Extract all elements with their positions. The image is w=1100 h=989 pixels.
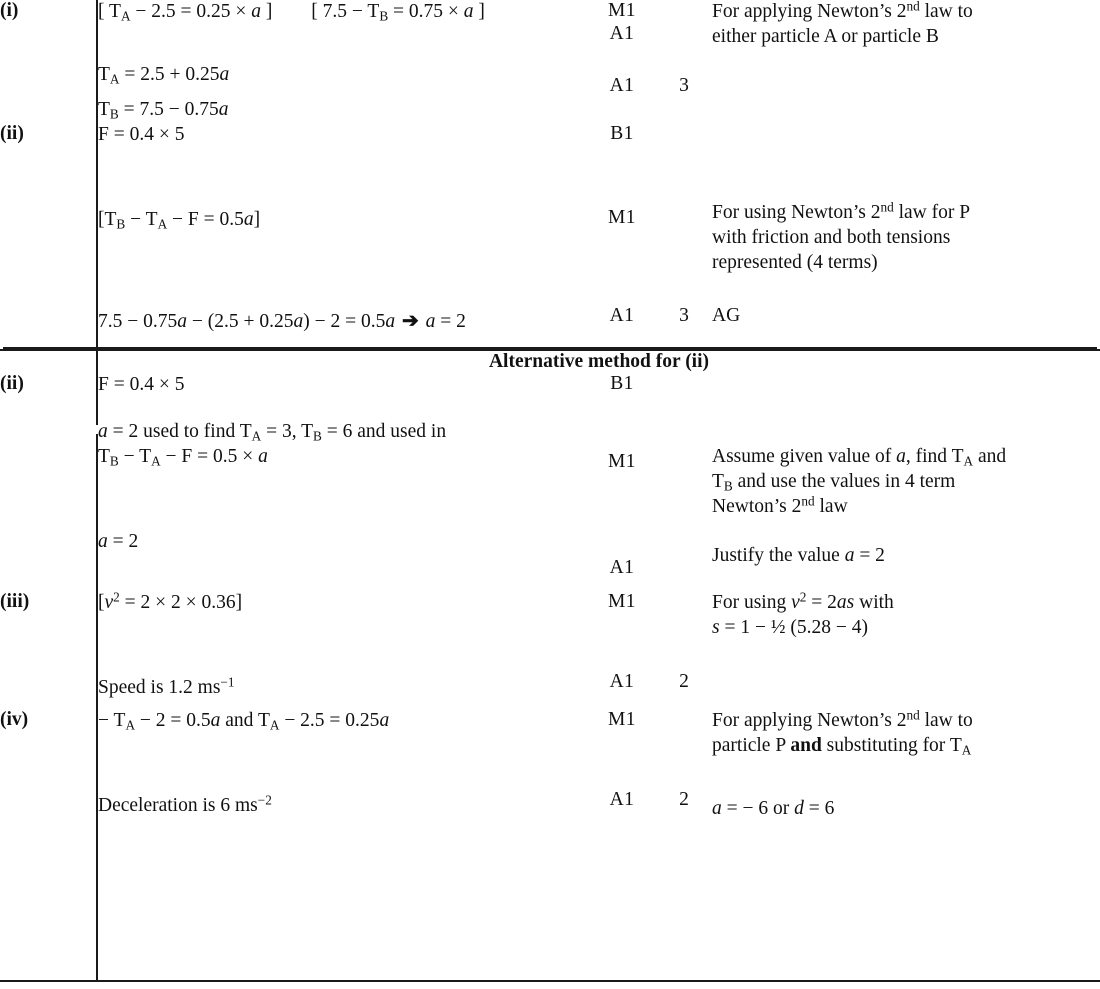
subscript: A [963, 453, 974, 469]
italic-var: as [836, 591, 855, 613]
answer-line-iii-2 [98, 676, 588, 701]
spacer [98, 772, 588, 794]
subscript: B [379, 8, 389, 24]
total-value: 3 [679, 304, 689, 326]
mark-code: A1 [609, 22, 635, 44]
answer-text: = 0.75 × [388, 1, 464, 22]
answer-line-ii-2 [98, 208, 588, 233]
total-cell [656, 557, 712, 591]
mark-cell [588, 75, 656, 123]
part-label: (ii) [0, 372, 24, 394]
subscript: B [116, 216, 126, 232]
table-row [0, 709, 1100, 789]
mark-code: B1 [610, 122, 634, 144]
italic-var: a [712, 797, 722, 819]
spacer [712, 373, 1100, 445]
answer-text: ] [261, 1, 273, 22]
guidance-text: = 1 − ½ (5.28 − 4) [719, 616, 868, 638]
superscript: −1 [220, 674, 235, 690]
guidance-text: Assume given value of [712, 445, 897, 467]
answer-text: − F = 0.5 [167, 208, 244, 230]
guidance-text: law to [919, 709, 973, 731]
mark-code: A1 [609, 304, 635, 326]
superscript: nd [906, 707, 920, 723]
mark-scheme-table-main [0, 0, 1100, 343]
mark-cell [588, 789, 656, 829]
mark-code: A1 [609, 74, 635, 96]
superscript: −2 [257, 792, 272, 808]
answer-line-alt-4 [98, 530, 588, 555]
part-label: (iv) [0, 708, 29, 730]
answer-line-iv-1 [98, 709, 588, 734]
subscript: A [151, 453, 161, 469]
mark-cell [588, 0, 656, 23]
answer-line-alt-2 [98, 420, 588, 445]
part-label-cell-iii [0, 591, 98, 709]
guidance-text: law for P [893, 201, 971, 223]
mark-cell [588, 591, 656, 671]
spacer [98, 654, 588, 676]
right-arrow-icon: ➔ [402, 309, 419, 332]
answer-text: T [98, 445, 110, 467]
italic-var: a [844, 544, 855, 566]
guidance-text: , find T [905, 445, 964, 467]
guidance-line-2 [712, 470, 1100, 495]
answer-line-iii-1 [98, 591, 588, 616]
total-cell [656, 305, 712, 343]
italic-var: a [379, 709, 390, 731]
guidance-line-4 [712, 544, 1100, 569]
spacer [712, 276, 1100, 304]
answer-cell-alt-ii [98, 373, 588, 591]
part-label: (i) [0, 0, 19, 21]
answer-text: ] [473, 1, 485, 22]
subscript: A [961, 742, 972, 758]
vertical-rule-part-alt [96, 434, 98, 980]
mark-cell [588, 451, 656, 557]
guidance-text: For applying Newton’s 2 [712, 709, 907, 731]
total-cell [656, 123, 712, 207]
answer-line-i-1 [98, 0, 588, 25]
guidance-text: with [854, 591, 894, 613]
guidance-text: = 6 [803, 797, 835, 819]
mark-cell [588, 305, 656, 343]
spacer [98, 233, 588, 271]
answer-text: = 6 and used in [321, 420, 447, 442]
part-label-cell-i [0, 0, 98, 123]
table-row [0, 591, 1100, 671]
total-cell [656, 207, 712, 305]
total-value: 2 [679, 788, 689, 810]
spacer [98, 148, 588, 186]
part-label: (iii) [0, 590, 30, 612]
table-row [0, 0, 1100, 23]
superscript: nd [906, 0, 920, 14]
mark-code: M1 [608, 206, 636, 228]
mark-cell [588, 123, 656, 207]
guidance-cell-i [712, 0, 1100, 123]
guidance-line-2: with friction and both tensions [712, 226, 951, 248]
guidance-cell-iii [712, 591, 1100, 709]
guidance-line-ag: AG [712, 304, 741, 326]
guidance-line-3 [712, 495, 1100, 520]
guidance-text: and use the values in 4 term [732, 470, 956, 492]
guidance-cell-ii [712, 123, 1100, 343]
guidance-text: For using Newton’s 2 [712, 201, 881, 223]
guidance-text: = 2 [854, 544, 885, 566]
italic-var: a [98, 530, 108, 552]
answer-line-alt-1: F = 0.4 × 5 [98, 373, 185, 395]
superscript: 2 [113, 589, 120, 605]
guidance-line-1 [712, 0, 1100, 25]
guidance-line-2 [712, 734, 1100, 759]
answer-line-i-3 [98, 98, 588, 123]
italic-var: a [896, 445, 906, 467]
italic-var: a [98, 420, 108, 442]
guidance-line-3 [712, 797, 1100, 822]
vertical-rule-part-main [96, 0, 98, 425]
guidance-text: law [814, 495, 848, 517]
subscript: B [723, 478, 733, 494]
guidance-text: T [712, 470, 724, 492]
subscript: A [157, 216, 168, 232]
guidance-text: For applying Newton’s 2 [712, 1, 907, 22]
part-label: (ii) [0, 122, 24, 144]
answer-text: and T [220, 709, 270, 731]
spacer [98, 398, 588, 420]
italic-var: a [258, 445, 268, 467]
italic-var: a [293, 310, 304, 332]
part-label-cell-empty [0, 350, 98, 373]
guidance-line-3: represented (4 terms) [712, 251, 878, 273]
answer-text: [ 7.5 − T [311, 1, 380, 22]
guidance-text: substituting for T [821, 734, 962, 756]
italic-var: a [463, 1, 474, 22]
answer-text: [T [98, 208, 117, 230]
answer-text: T [98, 63, 110, 85]
answer-cell-i [98, 0, 588, 123]
answer-cell-iii [98, 591, 588, 709]
mark-code: A1 [609, 788, 635, 810]
spacer [98, 508, 588, 530]
total-cell [656, 0, 712, 23]
answer-text: − T [125, 208, 158, 230]
guidance-cell-alt-ii [712, 373, 1100, 591]
spacer [98, 271, 588, 309]
italic-var: a [210, 709, 221, 731]
italic-var: a [425, 310, 436, 332]
guidance-line-1 [712, 709, 1100, 734]
italic-var: a [251, 1, 262, 22]
mark-code: B1 [610, 372, 634, 394]
mark-cell [588, 207, 656, 305]
mark-cell [588, 671, 656, 709]
table-row [0, 350, 1100, 373]
italic-var: a [219, 63, 230, 85]
spacer [98, 470, 588, 508]
subscript: B [313, 428, 322, 444]
guidance-line-1 [712, 201, 1100, 226]
answer-cell-iv [98, 709, 588, 829]
table-bottom-rule [0, 980, 1100, 982]
guidance-cell-iv [712, 709, 1100, 829]
answer-text: ] [253, 208, 261, 230]
spacer [98, 734, 588, 772]
answer-text: Deceleration is 6 ms [98, 794, 258, 816]
guidance-text: Newton’s 2 [712, 495, 802, 517]
subscript: B [109, 453, 119, 469]
answer-text: ) − 2 = 0.5 [303, 310, 386, 332]
italic-var: a [385, 310, 396, 332]
spacer [98, 25, 588, 63]
mark-code: M1 [608, 0, 636, 21]
answer-line-ii-3 [98, 309, 588, 335]
subscript: B [109, 106, 119, 122]
total-cell [656, 709, 712, 789]
answer-text: = 3, T [261, 420, 314, 442]
mark-cell [588, 557, 656, 591]
italic-var: a [218, 98, 229, 120]
answer-line-i-2 [98, 63, 588, 88]
subscript: A [120, 8, 131, 24]
guidance-text: and [973, 445, 1007, 467]
superscript: nd [880, 199, 894, 215]
mark-code: M1 [608, 708, 636, 730]
mark-scheme-table-alternative [0, 373, 1100, 829]
answer-text: 7.5 − 0.75 [98, 310, 178, 332]
answer-text: − 2.5 = 0.25 × [130, 1, 252, 22]
table-row [0, 373, 1100, 451]
mark-cell [588, 709, 656, 789]
answer-cell-ii [98, 123, 588, 343]
mark-cell [588, 373, 656, 451]
guidance-text: = 2 [806, 591, 837, 613]
total-cell [656, 75, 712, 123]
guidance-text: Justify the value [712, 544, 845, 566]
answer-text: − F = 0.5 × [160, 445, 259, 467]
italic-var: v [104, 591, 114, 613]
subscript: A [109, 71, 120, 87]
answer-text: − T [98, 709, 126, 731]
mark-code: A1 [609, 670, 635, 692]
mark-cell [588, 23, 656, 75]
answer-text: Speed is 1.2 ms [98, 676, 221, 698]
alternative-method-banner-table [0, 349, 1100, 373]
guidance-text: law to [919, 1, 973, 22]
spacer [712, 759, 1100, 797]
mark-code: M1 [608, 590, 636, 612]
total-cell [656, 23, 712, 75]
answer-text: = 2 × 2 × 0.36] [119, 591, 243, 613]
part-label-cell-iv [0, 709, 98, 829]
total-cell [656, 373, 712, 451]
answer-text: T [98, 98, 110, 120]
table-row [0, 123, 1100, 207]
answer-line-alt-3 [98, 445, 588, 470]
answer-text: = 2 used to find T [107, 420, 252, 442]
subscript: A [251, 428, 262, 444]
superscript: nd [801, 493, 815, 509]
answer-text: − 2.5 = 0.25 [279, 709, 380, 731]
emphasis-and: and [790, 734, 822, 756]
total-cell [656, 591, 712, 671]
total-cell [656, 789, 712, 829]
guidance-text: particle P [712, 734, 791, 756]
italic-var: a [177, 310, 187, 332]
italic-var: v [791, 591, 800, 613]
spacer [98, 616, 588, 654]
answer-text: = 2.5 + 0.25 [119, 63, 220, 85]
guidance-text: = − 6 or [721, 797, 795, 819]
mark-code: A1 [609, 556, 635, 578]
guidance-line-1 [712, 445, 1100, 470]
subscript: A [125, 717, 136, 733]
answer-line-iv-2 [98, 794, 588, 819]
answer-text: [ [98, 591, 105, 613]
spacer [712, 520, 1100, 544]
part-label-cell-alt-ii [0, 373, 98, 591]
alternative-method-banner: Alternative method for (ii) [488, 350, 710, 372]
answer-text: = 2 [107, 530, 139, 552]
italic-var: d [794, 797, 804, 819]
guidance-line-1 [712, 591, 1100, 616]
guidance-line-2: either particle A or particle B [712, 25, 939, 47]
answer-line-ii-1: F = 0.4 × 5 [98, 123, 185, 145]
total-value: 3 [679, 74, 689, 96]
superscript: 2 [799, 589, 807, 605]
answer-text: − T [118, 445, 152, 467]
mark-code: M1 [608, 450, 636, 472]
spacer [712, 123, 1100, 201]
answer-text: [ T [98, 1, 121, 22]
answer-text: − 2 = 0.5 [135, 709, 211, 731]
spacer [98, 186, 588, 208]
guidance-text: For using [712, 591, 792, 613]
answer-text: − (2.5 + 0.25 [187, 310, 294, 332]
spacer [98, 88, 588, 98]
answer-text: = 7.5 − 0.75 [118, 98, 219, 120]
total-value: 2 [679, 670, 689, 692]
italic-var: a [243, 208, 254, 230]
total-cell [656, 451, 712, 557]
total-cell [656, 671, 712, 709]
italic-var: s [712, 616, 720, 638]
answer-text: = 2 [435, 310, 466, 332]
part-label-cell-ii [0, 123, 98, 343]
guidance-line-2 [712, 616, 1100, 641]
subscript: A [269, 717, 280, 733]
